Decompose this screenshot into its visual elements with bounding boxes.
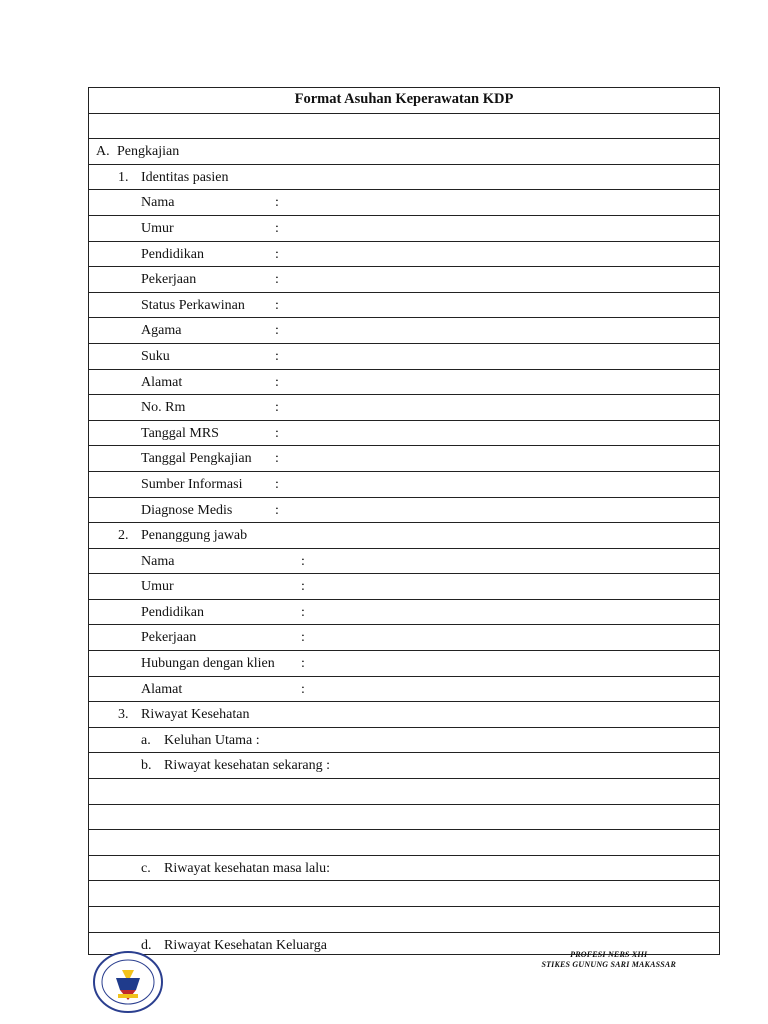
- identitas-field-label: Pekerjaan: [141, 272, 197, 288]
- identitas-field-label: Alamat: [141, 374, 183, 390]
- penanggung-field-colon: :: [301, 681, 305, 697]
- penanggung-field-label: Alamat: [141, 681, 183, 697]
- identitas-field-colon: :: [275, 425, 279, 441]
- penanggung-field-label: Umur: [141, 579, 174, 595]
- penanggung-field-label: Nama: [141, 553, 175, 569]
- identitas-field-row: [89, 267, 719, 293]
- identitas-heading-row: [89, 165, 719, 191]
- identitas-field-colon: :: [275, 502, 279, 518]
- blank-row: [89, 881, 719, 907]
- penanggung-field-colon: :: [301, 604, 305, 620]
- riwayat-keluarga-marker: d.: [141, 937, 152, 953]
- riwayat-masa-lalu-row: [89, 856, 719, 882]
- section-a-label: Pengkajian: [117, 144, 180, 160]
- identitas-marker: 1.: [118, 169, 129, 185]
- riwayat-label: Riwayat Kesehatan: [141, 707, 250, 723]
- identitas-field-label: Diagnose Medis: [141, 502, 233, 518]
- blank-row: [89, 779, 719, 805]
- identitas-field-colon: :: [275, 374, 279, 390]
- penanggung-marker: 2.: [118, 528, 129, 544]
- blank-row: [89, 830, 719, 856]
- identitas-field-colon: :: [275, 476, 279, 492]
- identitas-field-colon: :: [275, 323, 279, 339]
- penanggung-field-label: Hubungan dengan klien: [141, 656, 275, 672]
- form-title: Format Asuhan Keperawatan KDP: [294, 91, 514, 107]
- identitas-field-label: Umur: [141, 220, 174, 236]
- identitas-field-row: [89, 395, 719, 421]
- blank-row: [89, 907, 719, 933]
- identitas-field-colon: :: [275, 400, 279, 416]
- keluhan-utama-row: [89, 728, 719, 754]
- identitas-field-row: [89, 498, 719, 524]
- penanggung-heading-row: [89, 523, 719, 549]
- blank-row: [89, 114, 719, 140]
- riwayat-masa-lalu-label: Riwayat kesehatan masa lalu:: [164, 860, 330, 876]
- penanggung-field-colon: :: [301, 579, 305, 595]
- riwayat-sekarang-marker: b.: [141, 758, 152, 774]
- identitas-field-label: Tanggal Pengkajian: [141, 451, 252, 467]
- penanggung-field-row: [89, 677, 719, 703]
- penanggung-label: Penanggung jawab: [141, 528, 248, 544]
- identitas-field-row: [89, 293, 719, 319]
- identitas-field-label: Nama: [141, 195, 175, 211]
- assessment-form-table: [88, 87, 720, 955]
- identitas-field-colon: :: [275, 246, 279, 262]
- identitas-field-label: Status Perkawinan: [141, 297, 245, 313]
- penanggung-field-label: Pekerjaan: [141, 630, 197, 646]
- riwayat-heading-row: [89, 702, 719, 728]
- section-a-row: [89, 139, 719, 165]
- identitas-field-colon: :: [275, 272, 279, 288]
- identitas-field-label: Pendidikan: [141, 246, 204, 262]
- penanggung-field-colon: :: [301, 553, 305, 569]
- penanggung-field-colon: :: [301, 630, 305, 646]
- blank-row: [89, 805, 719, 831]
- identitas-field-label: Suku: [141, 348, 170, 364]
- penanggung-field-label: Pendidikan: [141, 604, 204, 620]
- penanggung-field-row: [89, 651, 719, 677]
- identitas-field-colon: :: [275, 297, 279, 313]
- penanggung-field-row: [89, 549, 719, 575]
- identitas-field-label: No. Rm: [141, 400, 186, 416]
- identitas-field-label: Sumber Informasi: [141, 476, 243, 492]
- identitas-field-label: Tanggal MRS: [141, 425, 219, 441]
- keluhan-marker: a.: [141, 732, 151, 748]
- identitas-field-row: [89, 421, 719, 447]
- identitas-field-row: [89, 344, 719, 370]
- riwayat-sekarang-label: Riwayat kesehatan sekarang :: [164, 758, 330, 774]
- identitas-field-row: [89, 446, 719, 472]
- identitas-field-row: [89, 242, 719, 268]
- penanggung-field-row: [89, 574, 719, 600]
- identitas-field-row: [89, 370, 719, 396]
- form-title-row: [89, 88, 719, 114]
- riwayat-sekarang-row: [89, 753, 719, 779]
- identitas-field-row: [89, 318, 719, 344]
- penanggung-field-row: [89, 600, 719, 626]
- penanggung-field-colon: :: [301, 656, 305, 672]
- footer-line-1: PROFESI NERS XIII: [570, 950, 648, 959]
- penanggung-field-row: [89, 625, 719, 651]
- identitas-field-colon: :: [275, 451, 279, 467]
- footer-line-2: STIKES GUNUNG SARI MAKASSAR: [541, 960, 676, 969]
- riwayat-masa-lalu-marker: c.: [141, 860, 151, 876]
- riwayat-marker: 3.: [118, 707, 129, 723]
- identitas-field-colon: :: [275, 220, 279, 236]
- identitas-field-row: [89, 472, 719, 498]
- identitas-label: Identitas pasien: [141, 169, 229, 185]
- section-a-marker: A.: [96, 144, 110, 160]
- footer: [541, 950, 676, 970]
- identitas-field-row: [89, 190, 719, 216]
- identitas-field-colon: :: [275, 348, 279, 364]
- identitas-field-row: [89, 216, 719, 242]
- identitas-field-colon: :: [275, 195, 279, 211]
- riwayat-keluarga-label: Riwayat Kesehatan Keluarga: [164, 937, 328, 953]
- identitas-field-label: Agama: [141, 323, 182, 339]
- keluhan-label: Keluhan Utama :: [164, 732, 260, 748]
- stikes-gunung-sari-logo: [92, 950, 164, 1014]
